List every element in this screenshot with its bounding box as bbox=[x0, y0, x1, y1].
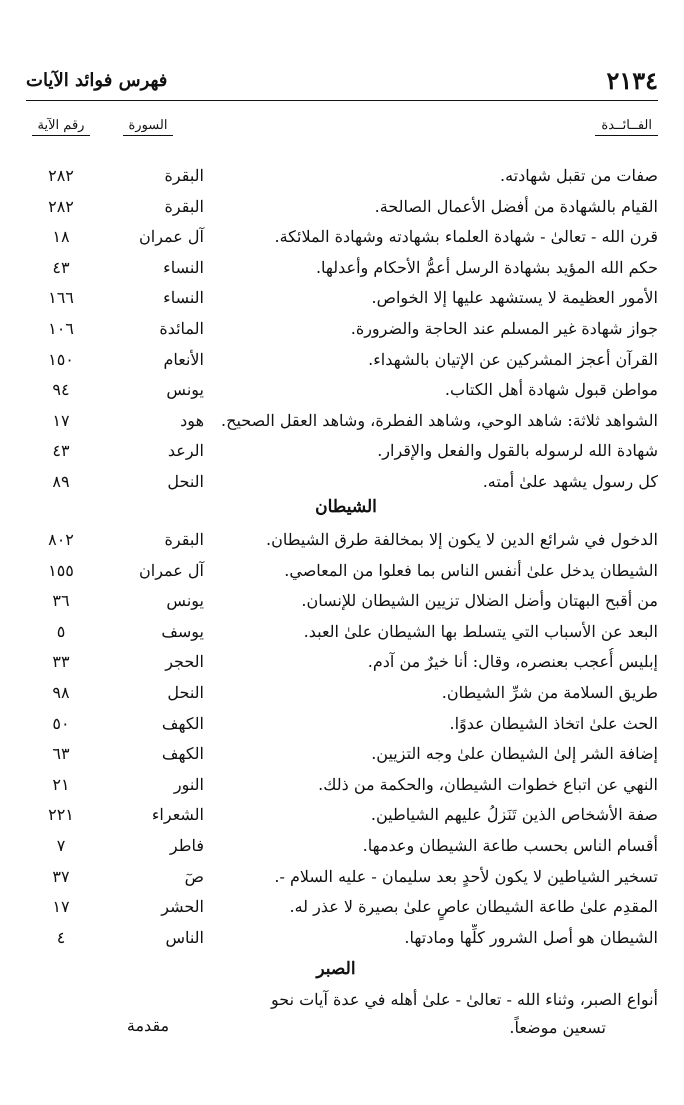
row-ayah-number: ٤٣ bbox=[52, 257, 70, 277]
row-benefit: النهي عن اتباع خطوات الشيطان، والحكمة من ذلك. bbox=[318, 774, 658, 794]
index-row bbox=[26, 526, 658, 554]
row-ayah-number: ٨٩ bbox=[52, 472, 70, 491]
index-row bbox=[26, 162, 658, 190]
row-surah: يونس bbox=[166, 380, 204, 400]
index-row bbox=[26, 346, 658, 374]
row-benefit: كل رسول يشهد علىٰ أمته. bbox=[482, 472, 658, 491]
row-benefit: الدخول في شرائع الدين لا يكون إلا بمخالفة طرق الشيطان. bbox=[266, 530, 658, 549]
index-row bbox=[26, 468, 658, 496]
index-row bbox=[26, 376, 658, 404]
row-surah: فاطر bbox=[169, 836, 204, 855]
row-benefit: قرن الله - تعالىٰ - شهادة العلماء بشهادته وشهادة الملائكة. bbox=[274, 227, 658, 247]
section-heading-sabr: الصبر bbox=[316, 959, 356, 979]
index-row bbox=[26, 924, 658, 952]
row-surah: الشعراء bbox=[151, 805, 204, 825]
row-ayah-number: ٢٨٢ bbox=[48, 196, 74, 216]
index-row bbox=[26, 801, 658, 829]
row-benefit: تسخير الشياطين لا يكون لأحدٍ بعد سليمان - عليه السلام -. bbox=[274, 866, 658, 886]
sabr-line-1: أنواع الصبر، وثناء الله - تعالىٰ - علىٰ أهله في عدة آيات نحو bbox=[270, 990, 658, 1009]
row-ayah-number: ٢٨٢ bbox=[48, 166, 74, 185]
row-surah: هود bbox=[180, 410, 204, 430]
index-row bbox=[26, 407, 658, 435]
index-row bbox=[26, 679, 658, 707]
column-header-surah: السورة bbox=[106, 118, 190, 144]
row-surah: الكهف bbox=[161, 713, 204, 733]
row-ayah-number: ٤٣ bbox=[52, 441, 70, 461]
index-row bbox=[26, 557, 658, 585]
row-ayah-number: ٧ bbox=[56, 836, 66, 855]
row-benefit: حكم الله المؤيد بشهادة الرسل أعمُّ الأحكام وأعدلها. bbox=[315, 257, 658, 277]
index-row bbox=[26, 223, 658, 251]
row-ayah-number: ١٧ bbox=[52, 897, 70, 917]
row-surah: آل عمران bbox=[139, 227, 204, 247]
row-benefit: المقدِم علىٰ طاعة الشيطان عاصٍ علىٰ بصيرة لا عذر له. bbox=[289, 897, 658, 917]
row-ayah-number: ٥٠ bbox=[52, 713, 70, 733]
row-surah: الأنعام bbox=[163, 349, 204, 369]
row-benefit: إبليس أُعجب بعنصره، وقال: أنا خيرٌ من آدم. bbox=[367, 652, 658, 672]
row-surah: آل عمران bbox=[139, 560, 204, 580]
row-surah: النساء bbox=[163, 288, 204, 308]
row-ayah-number: ١٠٦ bbox=[48, 319, 74, 338]
index-row bbox=[26, 193, 658, 221]
row-surah: يوسف bbox=[161, 621, 204, 641]
page-header bbox=[26, 66, 658, 98]
row-surah: البقرة bbox=[164, 166, 204, 185]
section-heading-shaytan: الشيطان bbox=[315, 497, 377, 517]
row-benefit: القيام بالشهادة من أفضل الأعمال الصالحة. bbox=[374, 196, 658, 216]
row-ayah-number: ١٥٥ bbox=[48, 560, 74, 580]
sabr-entry-benefit bbox=[178, 986, 658, 1042]
row-ayah-number: ١٧ bbox=[52, 410, 70, 430]
index-row bbox=[26, 254, 658, 282]
column-header-ayah: رقم الآية bbox=[26, 118, 96, 144]
row-benefit: طريق السلامة من شرِّ الشيطان. bbox=[441, 683, 658, 702]
row-ayah-number: ٣٣ bbox=[52, 652, 70, 672]
row-benefit: الشيطان هو أصل الشرور كلِّها ومادتها. bbox=[404, 927, 658, 947]
row-ayah-number: ٣٧ bbox=[52, 866, 70, 886]
index-row bbox=[26, 771, 658, 799]
row-benefit: جواز شهادة غير المسلم عند الحاجة والضرورة. bbox=[350, 319, 658, 338]
row-benefit: من أقبح البهتان وأضل الضلال تزيين الشيطان للإنسان. bbox=[301, 591, 658, 611]
index-row bbox=[26, 648, 658, 676]
sabr-line-2: تسعين موضعاً. bbox=[509, 1018, 606, 1037]
header-divider bbox=[26, 100, 658, 101]
row-surah: الرعد bbox=[167, 441, 204, 461]
row-surah: صٓ bbox=[184, 866, 204, 886]
row-ayah-number: ٦٣ bbox=[52, 744, 70, 764]
index-row bbox=[26, 437, 658, 465]
row-ayah-number: ٣٦ bbox=[52, 591, 70, 611]
row-benefit: البعد عن الأسباب التي يتسلط بها الشيطان علىٰ العبد. bbox=[303, 621, 658, 641]
index-row bbox=[26, 832, 658, 860]
row-ayah-number: ٨٠٢ bbox=[48, 530, 74, 549]
row-ayah-number: ٢١ bbox=[52, 774, 70, 794]
row-ayah-number: ١٥٠ bbox=[48, 349, 74, 369]
row-benefit: الأمور العظيمة لا يستشهد عليها إلا الخواص. bbox=[371, 288, 658, 308]
index-row bbox=[26, 587, 658, 615]
sabr-entry-surah: مقدمة bbox=[126, 1016, 170, 1035]
row-surah: الحجر bbox=[165, 652, 204, 672]
index-row bbox=[26, 284, 658, 312]
row-surah: الكهف bbox=[161, 744, 204, 764]
row-surah: الحشر bbox=[161, 897, 204, 917]
row-benefit: مواطن قبول شهادة أهل الكتاب. bbox=[444, 380, 658, 400]
index-row bbox=[26, 618, 658, 646]
row-benefit: إضافة الشر إلىٰ الشيطان علىٰ وجه التزيين. bbox=[371, 744, 658, 764]
page-number: ٢١٣٤ bbox=[606, 66, 658, 95]
row-benefit: صفة الأشخاص الذين تَنَزلُ عليهم الشياطين. bbox=[370, 805, 658, 825]
row-surah: المائدة bbox=[159, 319, 204, 338]
index-row bbox=[26, 893, 658, 921]
row-benefit: الحث علىٰ اتخاذ الشيطان عدوًا. bbox=[449, 713, 658, 733]
row-ayah-number: ١٦٦ bbox=[48, 288, 74, 308]
row-surah: النحل bbox=[167, 683, 204, 702]
index-row bbox=[26, 315, 658, 343]
index-row bbox=[26, 710, 658, 738]
column-header-benefit: الفــائــدة bbox=[578, 118, 658, 144]
index-row bbox=[26, 740, 658, 768]
running-title: فهرس فوائد الآيات bbox=[26, 70, 168, 91]
row-ayah-number: ٤ bbox=[56, 927, 66, 947]
row-benefit: القرآن أعجز المشركين عن الإتيان بالشهداء. bbox=[368, 349, 658, 369]
row-surah: يونس bbox=[166, 591, 204, 611]
row-surah: البقرة bbox=[164, 530, 204, 549]
row-benefit: شهادة الله لرسوله بالقول والفعل والإقرار. bbox=[377, 441, 658, 461]
row-ayah-number: ٥ bbox=[56, 621, 66, 641]
index-row bbox=[26, 863, 658, 891]
row-ayah-number: ٩٤ bbox=[52, 380, 70, 400]
row-benefit: أقسام الناس بحسب طاعة الشيطان وعدمها. bbox=[362, 836, 658, 855]
row-benefit: صفات من تقبل شهادته. bbox=[499, 166, 658, 185]
row-ayah-number: ١٨ bbox=[52, 227, 70, 247]
row-surah: النور bbox=[173, 774, 204, 794]
row-surah: النساء bbox=[163, 257, 204, 277]
row-ayah-number: ٩٨ bbox=[52, 683, 70, 702]
row-surah: البقرة bbox=[164, 196, 204, 216]
row-benefit: الشواهد ثلاثة: شاهد الوحي، وشاهد الفطرة، وشاهد العقل الصحيح. bbox=[221, 410, 658, 430]
row-ayah-number: ٢٢١ bbox=[48, 805, 74, 825]
row-surah: النحل bbox=[167, 472, 204, 491]
row-surah: الناس bbox=[165, 927, 204, 947]
row-benefit: الشيطان يدخل علىٰ أنفس الناس بما فعلوا من المعاصي. bbox=[284, 560, 658, 580]
